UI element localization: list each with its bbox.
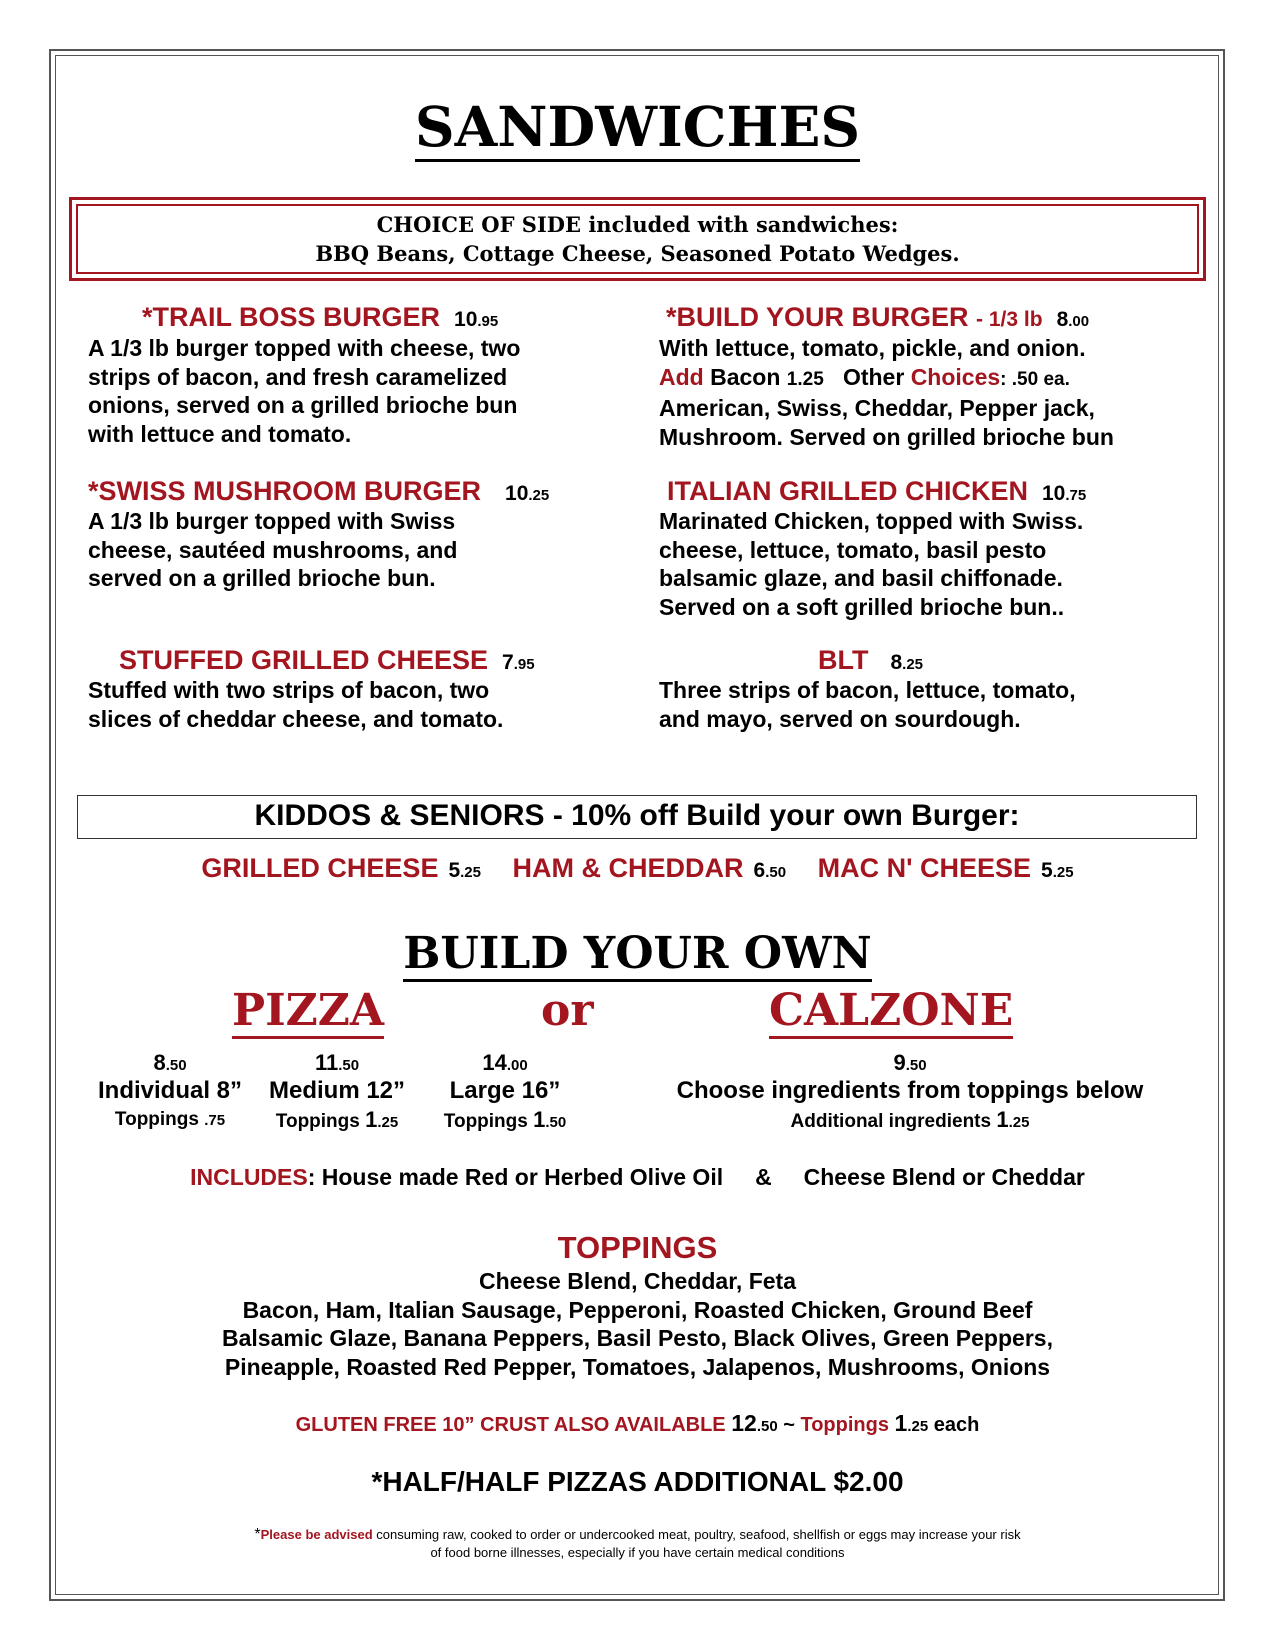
item-name: ITALIAN GRILLED CHICKEN xyxy=(667,476,1028,506)
food-advisory: *Please be advised consuming raw, cooked to order or undercooked meat, poultry, seafood, shellfish or eggs may increase your risk of food borne illnesses, especially if you have certain medical conditions xyxy=(254,1526,1021,1560)
item-name: *BUILD YOUR BURGER xyxy=(666,302,969,332)
side-note-line2: BBQ Beans, Cottage Cheese, Seasoned Potato Wedges. xyxy=(315,241,960,266)
side-note-line1: CHOICE OF SIDE included with sandwiches: xyxy=(376,212,899,237)
pizza-size-large: 14.00 Large 16” Toppings 1.50 xyxy=(443,1050,567,1132)
toppings-title: TOPPINGS xyxy=(557,1230,718,1265)
item-name: *TRAIL BOSS BURGER xyxy=(142,302,441,332)
item-price: 7.95 xyxy=(502,651,535,674)
kid-item-name: MAC N' CHEESE xyxy=(817,853,1032,883)
kid-item-name: GRILLED CHEESE xyxy=(201,853,439,883)
menu-item-italian-chicken-header xyxy=(667,476,1086,507)
item-price: 8.00 xyxy=(1056,308,1090,331)
side-note-box xyxy=(76,204,1199,274)
kid-item-price: 5.25 xyxy=(1041,859,1074,882)
toppings-list: Cheese Blend, Cheddar, Feta Bacon, Ham, Italian Sausage, Pepperoni, Roasted Chicken, Ground Beef Balsamic Glaze, Banana Peppers, Basil Pesto, Black Olives, Green Peppers, Pineapple, Roasted Red Pepper, Tomatoes, Jalapenos, Mushrooms, Onions xyxy=(222,1268,1053,1380)
pizza-heading: PIZZA xyxy=(232,985,384,1036)
item-price: 10.95 xyxy=(454,308,499,331)
pizza-size-individual: 8.50 Individual 8” Toppings .75 xyxy=(97,1050,243,1130)
menu-item-stuffed-grilled-cheese-header xyxy=(119,645,535,676)
item-price: 10.25 xyxy=(505,482,550,505)
kid-item-price: 6.50 xyxy=(753,859,787,882)
half-half-note: *HALF/HALF PIZZAS ADDITIONAL $2.00 xyxy=(371,1466,904,1497)
menu-item-build-burger-header xyxy=(666,302,1089,333)
kid-item-price: 5.25 xyxy=(448,859,481,882)
gluten-free-note: GLUTEN FREE 10” CRUST ALSO AVAILABLE 12.50 ~ Toppings 1.25 each xyxy=(295,1410,980,1436)
menu-item-italian-chicken-desc: Marinated Chicken, topped with Swiss. cheese, lettuce, tomato, basil pesto balsamic glaze, and basil chiffonade. Served on a soft grilled brioche bun.. xyxy=(659,508,1084,620)
calzone-heading: CALZONE xyxy=(769,985,1013,1036)
item-price: 10.75 xyxy=(1041,482,1087,505)
or-heading: or xyxy=(541,985,594,1036)
item-name: BLT xyxy=(818,645,869,675)
menu-item-swiss-mushroom-desc: A 1/3 lb burger topped with Swiss cheese, sautéed mushrooms, and served on a grilled brioche bun. xyxy=(88,508,458,591)
kiddos-items xyxy=(0,853,1275,884)
item-name: *SWISS MUSHROOM BURGER xyxy=(88,476,482,506)
pizza-size-medium: 11.50 Medium 12” Toppings 1.25 xyxy=(268,1050,406,1132)
kid-item-name: HAM & CHEDDAR xyxy=(512,853,744,883)
sandwiches-title: SANDWICHES xyxy=(0,94,1275,159)
menu-item-build-burger-desc: With lettuce, tomato, pickle, and onion. Add Bacon 1.25 Other Choices: .50 ea. American, Swiss, Cheddar, Pepper jack, Mushroom. Served on grilled brioche bun xyxy=(659,335,1114,450)
build-your-own-title: BUILD YOUR OWN xyxy=(0,928,1275,979)
pizza-includes: INCLUDES: House made Red or Herbed Olive Oil & Cheese Blend or Cheddar xyxy=(190,1164,1085,1190)
menu-item-trail-boss-desc: A 1/3 lb burger topped with cheese, two strips of bacon, and fresh caramelized onions, served on a grilled brioche bun with lettuce and tomato. xyxy=(88,335,521,447)
item-name: STUFFED GRILLED CHEESE xyxy=(119,645,489,675)
menu-item-blt-header xyxy=(818,645,923,676)
menu-item-swiss-mushroom-header xyxy=(88,476,549,507)
calzone-pricing: 9.50 Choose ingredients from toppings below Additional ingredients 1.25 xyxy=(676,1050,1144,1132)
item-size: - 1/3 lb xyxy=(976,308,1043,331)
menu-item-blt-desc: Three strips of bacon, lettuce, tomato, and mayo, served on sourdough. xyxy=(659,677,1076,732)
menu-item-trail-boss-header xyxy=(142,302,498,333)
kiddos-seniors-banner: KIDDOS & SENIORS - 10% off Build your own Burger: xyxy=(77,795,1197,839)
menu-item-stuffed-grilled-cheese-desc: Stuffed with two strips of bacon, two slices of cheddar cheese, and tomato. xyxy=(88,677,504,732)
item-price: 8.25 xyxy=(890,651,924,674)
